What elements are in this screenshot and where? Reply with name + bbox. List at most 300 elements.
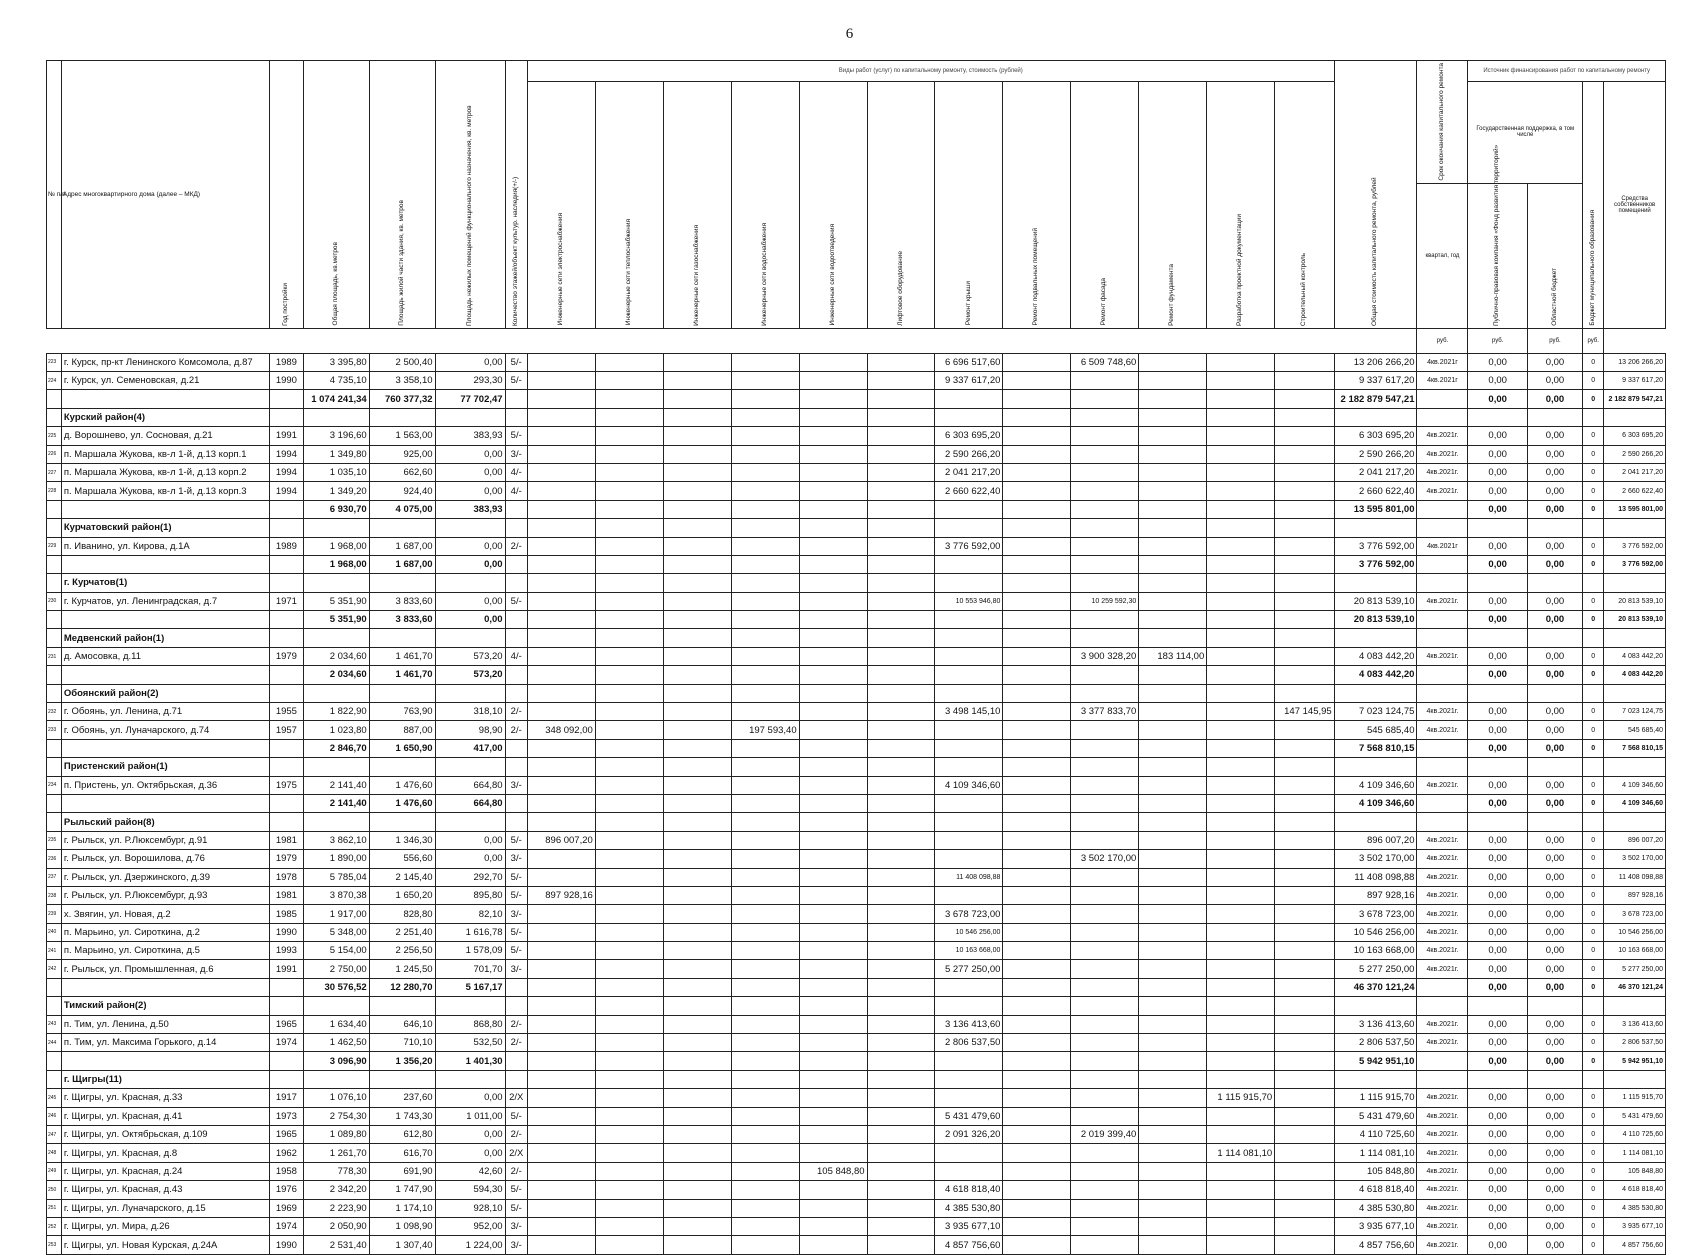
empty-cell [269,684,303,702]
work-cost-cell [1071,427,1139,445]
work-cost-cell [1207,482,1275,500]
row-number-cell: 243 [47,1015,62,1033]
section-title: Рыльский район(8) [61,813,269,831]
work-cost-cell [1139,923,1207,941]
nonresidential-area-cell: 895,80 [435,886,505,904]
municipal-cell: 0 [1583,537,1604,555]
empty-cell [1417,813,1468,831]
year-cell: 1981 [269,831,303,849]
work-cost-cell [1207,463,1275,481]
owners-cell: 4 109 346,60 [1604,794,1666,812]
floors-cell: 5/- [505,886,527,904]
work-cost-cell [799,703,867,721]
work-cost-cell [663,1126,731,1144]
total-area-cell: 3 196,60 [303,427,369,445]
nonresidential-area-cell: 664,80 [435,794,505,812]
total-cost-cell: 4 083 442,20 [1334,666,1417,684]
work-cost-cell [1003,905,1071,923]
empty-cell [1207,408,1275,426]
term-cell: 4кв.2021г [1417,371,1468,389]
table-row [47,353,1666,371]
nonresidential-area-cell: 928,10 [435,1199,505,1217]
work-cost-cell [663,1236,731,1254]
header-work-type: Инженерные сети теплоснабжения [624,219,632,326]
address-cell: п. Иванино, ул. Кирова, д.1А [61,537,269,555]
term-cell: 4кв.2021г. [1417,647,1468,665]
fund-cell: 0,00 [1468,1236,1527,1254]
work-cost-cell [799,960,867,978]
work-cost-cell [1003,831,1071,849]
nonresidential-area-cell: 1 616,78 [435,923,505,941]
floors-cell: 5/- [505,1199,527,1217]
address-cell [61,555,269,573]
empty-cell [435,758,505,776]
work-cost-cell [1139,1034,1207,1052]
floors-cell [505,555,527,573]
municipal-cell: 0 [1583,482,1604,500]
work-cost-cell [867,831,935,849]
row-number-cell [47,739,62,757]
owners-cell: 6 303 695,20 [1604,427,1666,445]
empty-cell [799,408,867,426]
work-cost-cell [527,1107,595,1125]
table-row [47,850,1666,868]
work-cost-cell [799,1217,867,1235]
work-cost-cell [867,868,935,886]
year-cell [269,1052,303,1070]
empty-cell [1275,519,1335,537]
living-area-cell: 691,90 [369,1162,435,1180]
work-cost-cell [1139,390,1207,408]
work-cost-cell [799,776,867,794]
empty-cell [799,813,867,831]
row-number-cell: 244 [47,1034,62,1052]
total-cost-cell: 4 110 725,60 [1334,1126,1417,1144]
empty-cell [1527,813,1582,831]
work-cost-cell [935,831,1003,849]
total-area-cell: 1 968,00 [303,555,369,573]
row-number-cell: 225 [47,427,62,445]
floors-cell [505,794,527,812]
work-cost-cell [663,1015,731,1033]
owners-cell: 5 277 250,00 [1604,960,1666,978]
municipal-cell: 0 [1583,978,1604,996]
regional-cell: 0,00 [1527,978,1582,996]
table-row [47,776,1666,794]
address-cell: г. Щигры, ул. Красная, д.41 [61,1107,269,1125]
empty-cell [935,1070,1003,1088]
work-cost-cell [663,923,731,941]
row-number-cell [47,611,62,629]
work-cost-cell [1139,353,1207,371]
work-cost-cell [1207,666,1275,684]
header-total-cost: Общая стоимость капитального ремонта, рублей [1371,176,1379,326]
term-cell: 4кв.2021г. [1417,1217,1468,1235]
section-title: Курчатовский район(1) [61,519,269,537]
living-area-cell: 925,00 [369,445,435,463]
term-cell: 4кв.2021г. [1417,942,1468,960]
empty-cell [731,1070,799,1088]
subtotal-row [47,794,1666,812]
year-cell [269,500,303,518]
header-fund: Публично-правовая компания «Фонд развития территорий» [1493,144,1501,326]
owners-cell: 20 813 539,10 [1604,611,1666,629]
work-cost-cell [663,353,731,371]
nonresidential-area-cell: 0,00 [435,537,505,555]
address-cell: г. Щигры, ул. Красная, д.33 [61,1089,269,1107]
work-cost-cell [1207,592,1275,610]
header-work-type: Ремонт крыши [964,281,972,326]
table-row [47,537,1666,555]
owners-cell: 3 136 413,60 [1604,1015,1666,1033]
work-cost-cell [595,1034,663,1052]
total-cost-cell: 896 007,20 [1334,831,1417,849]
work-cost-cell [1139,703,1207,721]
address-cell: г. Щигры, ул. Луначарского, д.15 [61,1199,269,1217]
total-cost-cell: 6 303 695,20 [1334,427,1417,445]
empty-cell [505,1070,527,1088]
fund-cell: 0,00 [1468,1181,1527,1199]
work-cost-cell [1071,371,1139,389]
work-cost-cell [1003,1181,1071,1199]
regional-cell: 0,00 [1527,1162,1582,1180]
empty-cell [1071,813,1139,831]
work-cost-cell [1275,739,1335,757]
empty-cell [1417,408,1468,426]
work-cost-cell [1071,1217,1139,1235]
work-cost-cell [1071,905,1139,923]
address-cell: п. Маршала Жукова, кв-л 1-й, д.13 корп.1 [61,445,269,463]
term-cell: 4кв.2021г. [1417,886,1468,904]
total-cost-cell: 1 115 915,70 [1334,1089,1417,1107]
owners-cell: 3 678 723,00 [1604,905,1666,923]
work-cost-cell: 183 114,00 [1139,647,1207,665]
owners-cell: 46 370 121,24 [1604,978,1666,996]
work-cost-cell: 3 776 592,00 [935,537,1003,555]
empty-cell [303,813,369,831]
nonresidential-area-cell: 318,10 [435,703,505,721]
term-cell: 4кв.2021г. [1417,703,1468,721]
subtotal-row [47,739,1666,757]
work-cost-cell [1275,1126,1335,1144]
empty-cell [505,813,527,831]
empty-cell [1139,684,1207,702]
empty-cell [595,519,663,537]
work-cost-cell [595,1144,663,1162]
total-cost-cell: 5 277 250,00 [1334,960,1417,978]
regional-cell: 0,00 [1527,923,1582,941]
municipal-cell: 0 [1583,427,1604,445]
section-title: Тимский район(2) [61,997,269,1015]
work-cost-cell [867,592,935,610]
subtotal-row [47,611,1666,629]
work-cost-cell [663,776,731,794]
empty-cell [595,813,663,831]
work-cost-cell [527,647,595,665]
address-cell [61,611,269,629]
term-cell: 4кв.2021г. [1417,721,1468,739]
total-area-cell: 1 349,20 [303,482,369,500]
work-cost-cell [1275,445,1335,463]
row-number-cell [47,500,62,518]
work-cost-cell [1207,611,1275,629]
owners-cell: 4 857 756,60 [1604,1236,1666,1254]
nonresidential-area-cell: 594,30 [435,1181,505,1199]
nonresidential-area-cell: 0,00 [435,1126,505,1144]
work-cost-cell [1207,739,1275,757]
owners-cell: 2 806 537,50 [1604,1034,1666,1052]
fund-cell: 0,00 [1468,978,1527,996]
work-cost-cell [1071,923,1139,941]
owners-cell: 4 083 442,20 [1604,666,1666,684]
work-cost-cell [867,371,935,389]
total-cost-cell: 4 083 442,20 [1334,647,1417,665]
empty-cell [663,813,731,831]
work-cost-cell [527,1144,595,1162]
work-cost-cell [867,666,935,684]
work-cost-cell [1003,592,1071,610]
empty-cell [1604,1070,1666,1088]
living-area-cell: 1 346,30 [369,831,435,849]
work-cost-cell [731,868,799,886]
empty-cell [1207,1070,1275,1088]
regional-cell: 0,00 [1527,390,1582,408]
total-cost-cell: 4 109 346,60 [1334,794,1417,812]
work-cost-cell [1003,371,1071,389]
work-cost-cell [527,555,595,573]
work-cost-cell [731,850,799,868]
work-cost-cell: 6 509 748,60 [1071,353,1139,371]
year-cell: 1917 [269,1089,303,1107]
work-cost-cell [595,850,663,868]
fund-cell: 0,00 [1468,905,1527,923]
table-row [47,960,1666,978]
empty-cell [303,408,369,426]
subtotal-row [47,1052,1666,1070]
empty-cell [1003,574,1071,592]
empty-cell [435,1070,505,1088]
row-number-cell: 227 [47,463,62,481]
address-cell: г. Курчатов, ул. Ленинградская, д.7 [61,592,269,610]
municipal-cell: 0 [1583,942,1604,960]
work-cost-cell [799,850,867,868]
work-cost-cell [867,960,935,978]
work-cost-cell [1207,850,1275,868]
work-cost-cell [1207,721,1275,739]
row-number-cell [47,813,62,831]
empty-cell [799,629,867,647]
owners-cell: 896 007,20 [1604,831,1666,849]
owners-cell: 9 337 617,20 [1604,371,1666,389]
nonresidential-area-cell: 0,00 [435,445,505,463]
year-cell: 1990 [269,1236,303,1254]
empty-cell [1207,684,1275,702]
floors-cell: 5/- [505,1107,527,1125]
work-cost-cell [799,500,867,518]
empty-cell [303,684,369,702]
work-cost-cell [1139,611,1207,629]
work-cost-cell [1139,942,1207,960]
address-cell: г. Курск, ул. Семеновская, д.21 [61,371,269,389]
municipal-cell: 0 [1583,850,1604,868]
work-cost-cell [527,1162,595,1180]
living-area-cell: 1 356,20 [369,1052,435,1070]
work-cost-cell [1207,647,1275,665]
municipal-cell: 0 [1583,905,1604,923]
empty-cell [1604,997,1666,1015]
work-cost-cell [1275,1181,1335,1199]
work-cost-cell [595,1181,663,1199]
work-cost-cell [663,555,731,573]
empty-cell [595,1070,663,1088]
floors-cell: 5/- [505,592,527,610]
term-cell: 4кв.2021г. [1417,1181,1468,1199]
nonresidential-area-cell: 573,20 [435,666,505,684]
work-cost-cell [867,500,935,518]
row-number-cell: 236 [47,850,62,868]
work-cost-cell [1207,886,1275,904]
work-cost-cell [595,886,663,904]
empty-cell [1139,519,1207,537]
work-cost-cell [731,776,799,794]
work-cost-cell [1003,776,1071,794]
work-cost-cell [663,942,731,960]
work-cost-cell [1071,1107,1139,1125]
empty-cell [1468,684,1527,702]
work-cost-cell [527,739,595,757]
work-cost-cell [1139,831,1207,849]
regional-cell: 0,00 [1527,886,1582,904]
term-cell: 4кв.2021г [1417,537,1468,555]
empty-cell [663,758,731,776]
nonresidential-area-cell: 417,00 [435,739,505,757]
term-cell [1417,555,1468,573]
work-cost-cell [867,537,935,555]
total-area-cell: 5 351,90 [303,611,369,629]
living-area-cell: 710,10 [369,1034,435,1052]
repair-program-table-container [46,60,1666,1255]
address-cell: п. Маршала Жукова, кв-л 1-й, д.13 корп.2 [61,463,269,481]
work-cost-cell [1275,1144,1335,1162]
work-cost-cell [595,353,663,371]
empty-cell [435,684,505,702]
nonresidential-area-cell: 292,70 [435,868,505,886]
municipal-cell: 0 [1583,647,1604,665]
work-cost-cell [595,1089,663,1107]
work-cost-cell [1139,978,1207,996]
total-cost-cell: 13 595 801,00 [1334,500,1417,518]
fund-cell: 0,00 [1468,831,1527,849]
year-cell: 1994 [269,463,303,481]
floors-cell: 5/- [505,942,527,960]
term-cell: 4кв.2021г. [1417,1199,1468,1217]
empty-cell [935,408,1003,426]
work-cost-cell [527,1089,595,1107]
work-cost-cell [1003,1144,1071,1162]
work-cost-cell: 1 115 915,70 [1207,1089,1275,1107]
empty-cell [527,519,595,537]
year-cell: 1979 [269,850,303,868]
empty-cell [1071,684,1139,702]
work-cost-cell [1139,886,1207,904]
empty-cell [867,408,935,426]
work-cost-cell [1207,978,1275,996]
work-cost-cell: 197 593,40 [731,721,799,739]
work-cost-cell [1207,555,1275,573]
empty-cell [935,997,1003,1015]
year-cell: 1991 [269,427,303,445]
row-number-cell: 223 [47,353,62,371]
term-cell [1417,611,1468,629]
work-cost-cell [1003,537,1071,555]
work-cost-cell [867,445,935,463]
total-area-cell: 1 023,80 [303,721,369,739]
work-cost-cell [1003,1034,1071,1052]
work-cost-cell [663,1107,731,1125]
header-address: Адрес многоквартирного дома (далее – МКД) [61,61,269,329]
total-cost-cell: 1 114 081,10 [1334,1144,1417,1162]
empty-cell [799,758,867,776]
year-cell: 1976 [269,1181,303,1199]
year-cell: 1965 [269,1126,303,1144]
work-cost-cell [1139,371,1207,389]
work-cost-cell [1071,463,1139,481]
work-cost-cell [867,721,935,739]
living-area-cell: 556,60 [369,850,435,868]
municipal-cell: 0 [1583,371,1604,389]
living-area-cell: 763,90 [369,703,435,721]
work-cost-cell [1207,1015,1275,1033]
table-header [47,61,1666,354]
work-cost-cell [527,445,595,463]
regional-cell: 0,00 [1527,555,1582,573]
row-number-cell: 253 [47,1236,62,1254]
work-cost-cell [935,850,1003,868]
work-cost-cell [527,500,595,518]
header-work-type: Ремонт подвальных помещений [1032,228,1040,326]
empty-cell [935,813,1003,831]
work-cost-cell [1071,1144,1139,1162]
fund-cell: 0,00 [1468,1015,1527,1033]
regional-cell: 0,00 [1527,905,1582,923]
work-cost-cell [1275,500,1335,518]
work-cost-cell [1003,1126,1071,1144]
empty-cell [1207,758,1275,776]
municipal-cell: 0 [1583,500,1604,518]
subtotal-row [47,500,1666,518]
work-cost-cell [1275,482,1335,500]
work-cost-cell [731,555,799,573]
empty-cell [1334,1070,1417,1088]
empty-cell [1583,997,1604,1015]
work-cost-cell [799,831,867,849]
header-work-type: Инженерные сети водоснабжения [760,222,768,326]
empty-cell [435,574,505,592]
address-cell [61,978,269,996]
work-cost-cell [1003,850,1071,868]
work-cost-cell [1003,1236,1071,1254]
work-cost-cell [731,1089,799,1107]
owners-cell: 2 041 217,20 [1604,463,1666,481]
total-area-cell: 1 261,70 [303,1144,369,1162]
regional-cell: 0,00 [1527,463,1582,481]
empty-cell [595,758,663,776]
municipal-cell: 0 [1583,390,1604,408]
fund-cell: 0,00 [1468,794,1527,812]
work-cost-cell [1003,1107,1071,1125]
work-cost-cell [527,942,595,960]
work-cost-cell [799,666,867,684]
